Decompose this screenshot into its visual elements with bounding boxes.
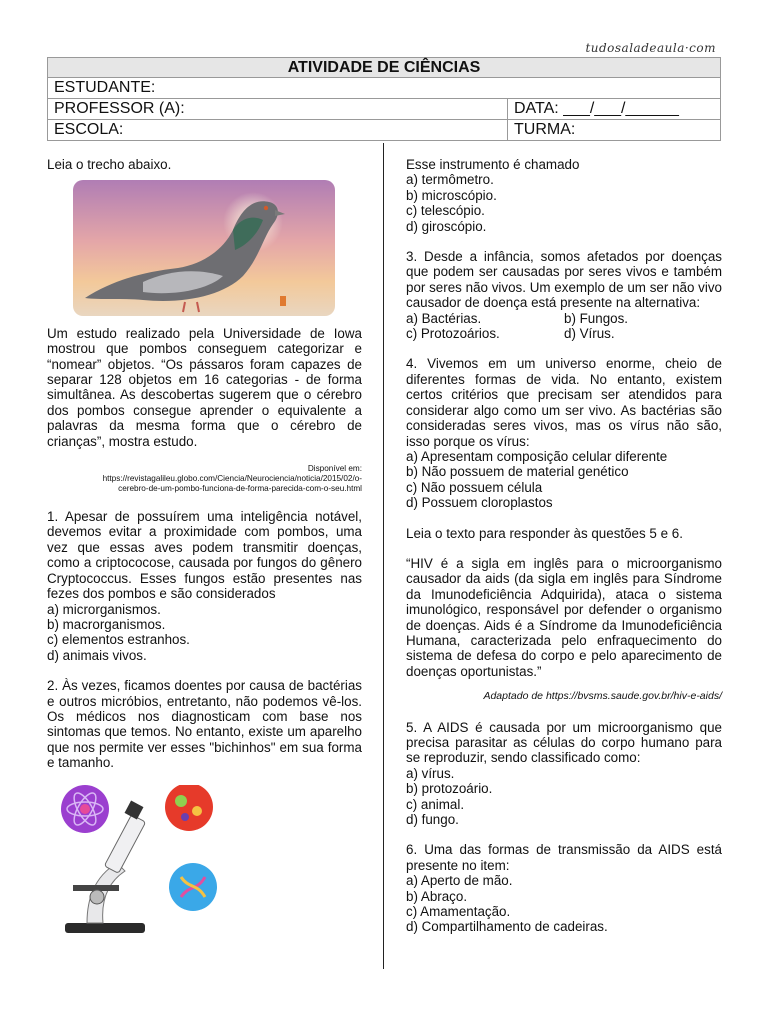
q5-option-a: a) vírus. [406,765,455,781]
q2-option-b: b) microscópio. [406,187,497,203]
question-2-continued: Esse instrumento é chamado [406,157,580,172]
q3-option-b: b) Fungos. [564,310,629,326]
left-column [47,157,362,940]
q1-option-c: c) elementos estranhos. [47,632,190,648]
q2-option-c: c) telescópio. [406,203,485,219]
activity-title: ATIVIDADE DE CIÊNCIAS [48,58,721,78]
q5-option-d: d) fungo. [406,812,459,828]
question-4: 4. Vivemos em um universo enorme, cheio de diferentes formas de vida. No entanto, existem certos critérios que precisam ser atendidos para considerar algo como um ser vivo. As bactérias são consideradas seres vivos, mas os vírus não são, isso porque os vírus: [406,356,722,449]
q4-option-b: b) Não possuem de material genético [406,464,629,480]
q1-option-d: d) animais vivos. [47,647,147,663]
adapted-source: Adaptado de https://bvsms.saude.gov.br/hiv-e-aids/ [483,690,722,703]
question-3: 3. Desde a infância, somos afetados por doenças que podem ser causadas por seres vivos e também por seres não vivos. Um exemplo de um ser não vivo causador de doença está presente na alternativa: [406,249,722,311]
microscope-image [57,785,217,937]
header-table [47,57,721,141]
q6-option-b: b) Abraço. [406,888,468,904]
question-2: 2. Às vezes, ficamos doentes por causa de bactérias e outros micróbios, entretanto, não podemos vê-los. Os médicos nos diagnosticam com base nos sintomas que temos. No entanto, existe um aparelho que nos permite ver esses "bichinhos" em sua forma e tamanho. [47,678,362,771]
q1-option-b: b) macrorganismos. [47,616,166,632]
q2-option-d: d) giroscópio. [406,218,487,234]
source-citation: Disponível em: https://revistagalileu.globo.com/Ciencia/Neurociencia/noticia/2015/02/o- cerebro-de-um-pombo-funciona-de-forma-parecida-com-o-seu.html [102,464,362,494]
intro-text: Leia o trecho abaixo. [47,157,172,172]
class-field: TURMA: [508,120,721,141]
date-field: DATA: ___/___/______ [508,99,721,120]
q3-option-c: c) Protozoários. [406,326,500,342]
question-5: 5. A AIDS é causada por um microorganismo que precisa parasitar as células do corpo humano para se reproduzir, sendo classificado como: [406,719,722,766]
q6-option-d: d) Compartilhamento de cadeiras. [406,919,608,935]
study-text: Um estudo realizado pela Universidade de Iowa mostrou que pombos conseguem categorizar e “nomear” objetos. “Os pássaros foram capazes de separar 128 objetos em 16 categorias - de forma simultânea. As descobertas sugerem que o cérebro dos pombos consegue aprender o equivalente a palavras da mesma forma que o cérebro de crianças”, mostra estudo. [47,325,362,449]
student-field: ESTUDANTE: [48,78,721,99]
reading-instruction: Leia o texto para responder às questões 5 e 6. [406,525,683,541]
q4-option-c: c) Não possuem célula [406,479,543,495]
teacher-field: PROFESSOR (A): [48,99,508,120]
pigeon-image [73,180,335,316]
question-1: 1. Apesar de possuírem uma inteligência notável, devemos evitar a proximidade com pombos, uma vez que essas aves podem transmitir doenças, como a criptococose, causada por fungos do gênero Cryptococcus. Esses fungos estão presentes nas fezes dos pombos e são considerados [47,509,362,602]
q1-option-a: a) microrganismos. [47,601,161,617]
school-field: ESCOLA: [48,120,508,141]
q4-option-a: a) Apresentam composição celular diferente [406,448,668,464]
q4-option-d: d) Possuem cloroplastos [406,495,553,511]
q2-option-a: a) termômetro. [406,172,494,188]
q3-option-a: a) Bactérias. [406,310,482,326]
q6-option-a: a) Aperto de mão. [406,873,513,889]
q5-option-b: b) protozoário. [406,781,493,797]
question-6: 6. Uma das formas de transmissão da AIDS está presente no item: [406,842,722,873]
q6-option-c: c) Amamentação. [406,904,511,920]
right-column [406,157,722,935]
column-divider [383,143,384,969]
site-watermark: tudosaladeaula·com [585,41,716,55]
q3-option-d: d) Vírus. [564,326,615,342]
hiv-quote: “HIV é a sigla em inglês para o microorganismo causador da aids (da sigla em inglês para Síndrome da Imunodeficiência Adquirida), ataca o sistema imunológico, responsável por defender o organismo de doenças. Aids é a Síndrome da Imunodeficiência Humana, caracterizada pelo enfraquecimento do sistema de defesa do corpo e pelo aparecimento de doenças oportunistas.” [406,555,722,679]
q5-option-c: c) animal. [406,796,465,812]
